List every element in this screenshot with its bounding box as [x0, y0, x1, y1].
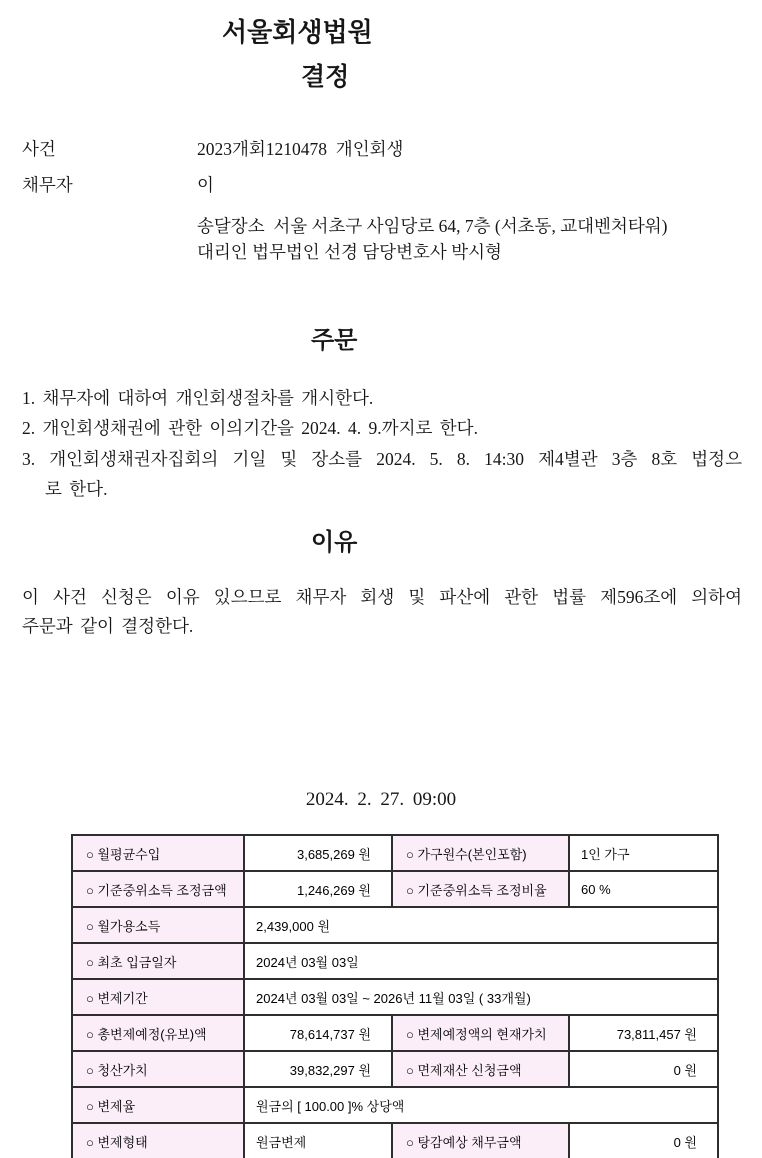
decision-datetime: 2024. 2. 27. 09:00 — [305, 789, 457, 810]
table-value-cell: 원금변제 — [244, 1123, 392, 1158]
summary-table — [71, 834, 719, 1158]
order-item-1: 1. 채무자에 대하여 개인회생절차를 개시한다. — [22, 388, 374, 408]
table-label-cell: ○ 기준중위소득 조정금액 — [72, 871, 244, 907]
service-address-line: 송달장소 서울 서초구 사임당로 64, 7층 (서초동, 교대벤처타워) — [197, 216, 668, 236]
reason-section-heading: 이유 — [311, 529, 358, 556]
table-value-cell: 1,246,269 원 — [244, 871, 392, 907]
order-heading-row — [0, 326, 762, 356]
table-label-cell: ○ 변제예정액의 현재가치 — [392, 1015, 569, 1051]
table-value-cell: 0 원 — [569, 1051, 718, 1087]
order-section-heading: 주문 — [311, 327, 358, 354]
table-value-cell: 2024년 03월 03일 — [244, 943, 718, 979]
table-value-cell: 3,685,269 원 — [244, 835, 392, 871]
table-label-cell: ○ 변제형태 — [72, 1123, 244, 1158]
table-label-cell: ○ 청산가치 — [72, 1051, 244, 1087]
table-value-cell: 1인 가구 — [569, 835, 718, 871]
table-label-cell: ○ 가구원수(본인포함) — [392, 835, 569, 871]
table-value-cell: 73,811,457 원 — [569, 1015, 718, 1051]
debtor-name: 이 — [197, 175, 214, 195]
table-row — [72, 979, 718, 1015]
reason-line-2: 주문과 같이 결정한다. — [22, 616, 194, 636]
table-value-cell: 60 % — [569, 871, 718, 907]
table-row — [72, 943, 718, 979]
table-label-cell: ○ 면제재산 신청금액 — [392, 1051, 569, 1087]
table-row — [72, 871, 718, 907]
table-row — [72, 1051, 718, 1087]
representative-line: 대리인 법무법인 선경 담당변호사 박시형 — [197, 242, 502, 262]
table-label-cell: ○ 기준중위소득 조정비율 — [392, 871, 569, 907]
debtor-label: 채무자 — [22, 175, 73, 195]
table-value-cell: 2,439,000 원 — [244, 907, 718, 943]
table-label-cell: ○ 총변제예정(유보)액 — [72, 1015, 244, 1051]
order-item-2: 2. 개인회생채권에 관한 이의기간을 2024. 4. 9.까지로 한다. — [22, 418, 478, 438]
table-value-cell: 78,614,737 원 — [244, 1015, 392, 1051]
order-item-3-line-2: 로 한다. — [45, 479, 108, 499]
reason-heading-row — [0, 528, 762, 558]
table-label-cell: ○ 월평균수입 — [72, 835, 244, 871]
case-number: 2023개회1210478 개인회생 — [197, 139, 404, 159]
table-value-cell: 원금의 [ 100.00 ]% 상당액 — [244, 1087, 718, 1123]
table-label-cell: ○ 최초 입금일자 — [72, 943, 244, 979]
table-value-cell: 0 원 — [569, 1123, 718, 1158]
table-label-cell: ○ 탕감예상 채무금액 — [392, 1123, 569, 1158]
table-row — [72, 1015, 718, 1051]
table-row — [72, 835, 718, 871]
table-row — [72, 907, 718, 943]
table-label-cell: ○ 월가용소득 — [72, 907, 244, 943]
table-label-cell: ○ 변제율 — [72, 1087, 244, 1123]
court-title-row — [0, 16, 762, 48]
table-row — [72, 1123, 718, 1158]
order-item-3-line-1: 3. 개인회생채권자집회의 기일 및 장소를 2024. 5. 8. 14:30 제4별관 3층 8호 법정으 — [22, 449, 742, 469]
table-row — [72, 1087, 718, 1123]
table-value-cell: 39,832,297 원 — [244, 1051, 392, 1087]
document-type-heading: 결정 — [301, 63, 350, 91]
court-name-title: 서울회생법원 — [222, 17, 373, 47]
summary-table-body — [72, 835, 718, 1158]
table-value-cell: 2024년 03월 03일 ~ 2026년 11월 03일 ( 33개월) — [244, 979, 718, 1015]
doctype-row — [0, 62, 762, 92]
table-label-cell: ○ 변제기간 — [72, 979, 244, 1015]
case-label: 사건 — [22, 139, 56, 159]
reason-line-1: 이 사건 신청은 이유 있으므로 채무자 회생 및 파산에 관한 법률 제596조에 의하여 — [22, 587, 742, 607]
